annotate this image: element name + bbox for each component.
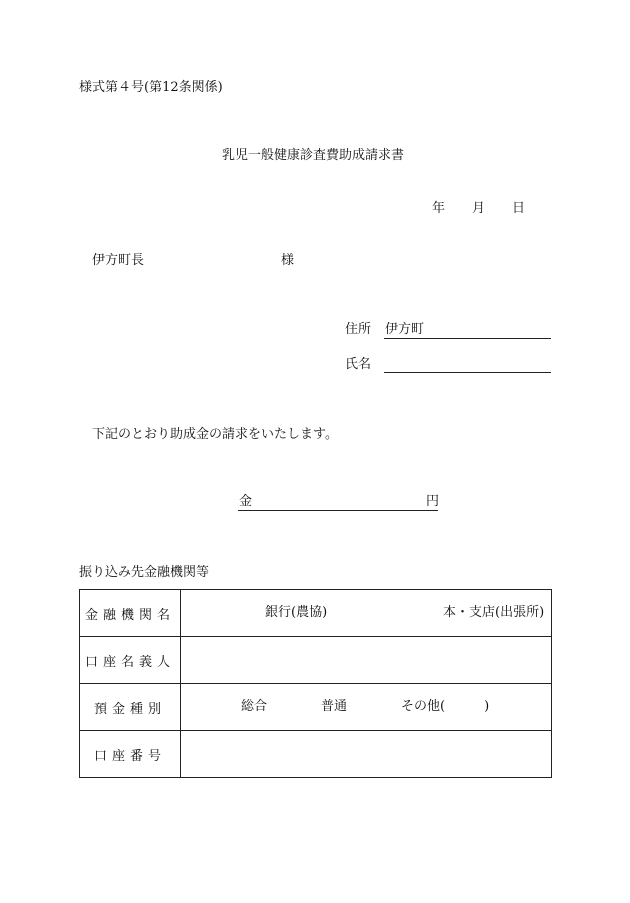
amount-suffix: 円 (426, 494, 440, 509)
bank-name-label: 金融機関名 (80, 590, 181, 637)
name-field-line[interactable] (384, 372, 551, 373)
bank-name-cell[interactable] (181, 590, 552, 637)
branch-type-text: 本・支店(出張所) (443, 605, 545, 620)
amount-prefix: 金 (239, 494, 253, 509)
table-row (80, 731, 552, 778)
document-title: 乳児一般健康診査費助成請求書 (222, 148, 405, 163)
bank-section-title: 振り込み先金融機関等 (79, 565, 210, 580)
date-month: 月 (472, 201, 486, 216)
name-label: 氏名 (345, 357, 372, 372)
account-number-label: 口座番号 (80, 731, 181, 778)
address-label: 住所 (345, 322, 372, 337)
deposit-option-ordinary[interactable]: 普通 (321, 699, 348, 714)
form-number: 様式第４号(第12条関係) (79, 80, 223, 95)
bank-type-text: 銀行(農協) (265, 605, 328, 620)
amount-field-line[interactable] (238, 510, 438, 511)
deposit-type-cell[interactable] (181, 684, 552, 731)
request-statement: 下記のとおり助成金の請求をいたします。 (92, 427, 338, 442)
address-value: 伊方町 (385, 322, 425, 337)
address-field-line[interactable] (384, 338, 551, 339)
account-number-cell[interactable] (181, 731, 552, 778)
table-row (80, 590, 552, 637)
account-holder-label: 口座名義人 (80, 637, 181, 684)
addressee-name: 伊方町長 (92, 253, 145, 268)
date-day: 日 (512, 201, 526, 216)
deposit-type-label: 預金種別 (80, 684, 181, 731)
addressee-honorific: 様 (281, 253, 295, 268)
bank-info-table (79, 589, 552, 778)
date-year: 年 (432, 201, 446, 216)
table-row (80, 684, 552, 731)
account-holder-cell[interactable] (181, 637, 552, 684)
deposit-option-other[interactable]: その他( ) (401, 699, 490, 714)
deposit-option-general[interactable]: 総合 (241, 699, 268, 714)
table-row (80, 637, 552, 684)
